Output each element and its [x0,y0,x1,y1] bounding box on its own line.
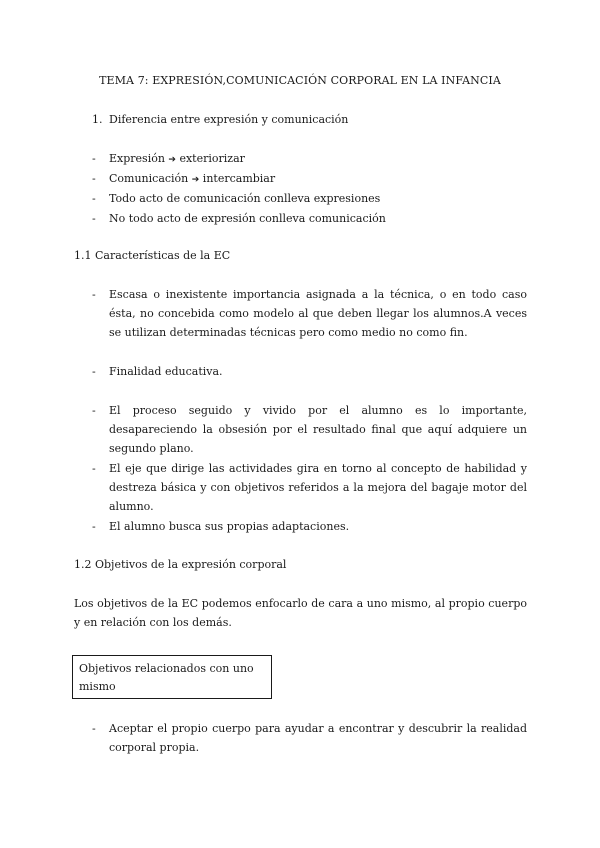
list-item [92,149,532,169]
list-item-text: Expresión [109,152,169,165]
dash-marker: - [92,404,96,417]
characteristic-item [92,362,527,381]
list-item [92,169,532,189]
list-item-text-after: exteriorizar [175,152,245,165]
characteristic-item [92,285,527,342]
section-1-label: Diferencia entre expresión y comunicación [109,113,349,126]
characteristic-text: El eje que dirige las actividades gira en torno al concepto de habilidad y destreza básica y con objetivos referidos a la mejora del bagaje motor del alumno. [109,462,527,513]
dash-marker: - [92,365,96,378]
dash-marker: - [92,462,96,475]
dash-marker: - [92,288,96,301]
section-1-number: 1. [92,113,103,126]
objectives-intro: Los objetivos de la EC podemos enfocarlo de cara a uno mismo, al propio cuerpo y en relación con los demás. [74,597,527,629]
section-1-2-heading: 1.2 Objetivos de la expresión corporal [74,558,287,571]
characteristic-text: Finalidad educativa. [109,365,223,378]
characteristic-item [92,401,527,458]
objectives-self-box: Objetivos relacionados con uno mismo [72,655,272,699]
list-item [92,209,532,229]
list-item-text: Comunicación [109,172,192,185]
dash-marker: - [92,520,96,533]
characteristic-item [92,517,527,536]
list-item-text-after: intercambiar [199,172,276,185]
section-1-heading [92,113,348,126]
characteristic-text: Escasa o inexistente importancia asignada a la técnica, o en todo caso ésta, no concebida como modelo al que deben llegar los alumnos.A veces se utilizan determinadas técnicas pero como medio no como fin. [109,288,527,339]
dash-marker: - [92,212,96,225]
list-item [92,189,532,209]
dash-marker: - [92,192,96,205]
dash-marker: - [92,172,96,185]
dash-marker: - [92,722,96,735]
page-title: TEMA 7: EXPRESIÓN,COMUNICACIÓN CORPORAL EN LA INFANCIA [99,74,501,87]
list-item-text: No todo acto de expresión conlleva comunicación [109,212,386,225]
dash-marker: - [92,152,96,165]
arrow-right-icon: ➔ [168,155,176,165]
list-item-text: Todo acto de comunicación conlleva expresiones [109,192,381,205]
characteristic-item [92,459,527,516]
objective-item [92,719,527,757]
section-1-1-heading: 1.1 Características de la EC [74,249,231,262]
objective-text: Aceptar el propio cuerpo para ayudar a encontrar y descubrir la realidad corporal propia. [109,722,527,754]
characteristic-text: El alumno busca sus propias adaptaciones. [109,520,350,533]
characteristic-text: El proceso seguido y vivido por el alumno es lo importante, desapareciendo la obsesión por el resultado final que aquí adquiere un segundo plano. [109,404,527,455]
arrow-right-icon: ➔ [191,175,200,185]
expression-communication-list [92,149,532,229]
